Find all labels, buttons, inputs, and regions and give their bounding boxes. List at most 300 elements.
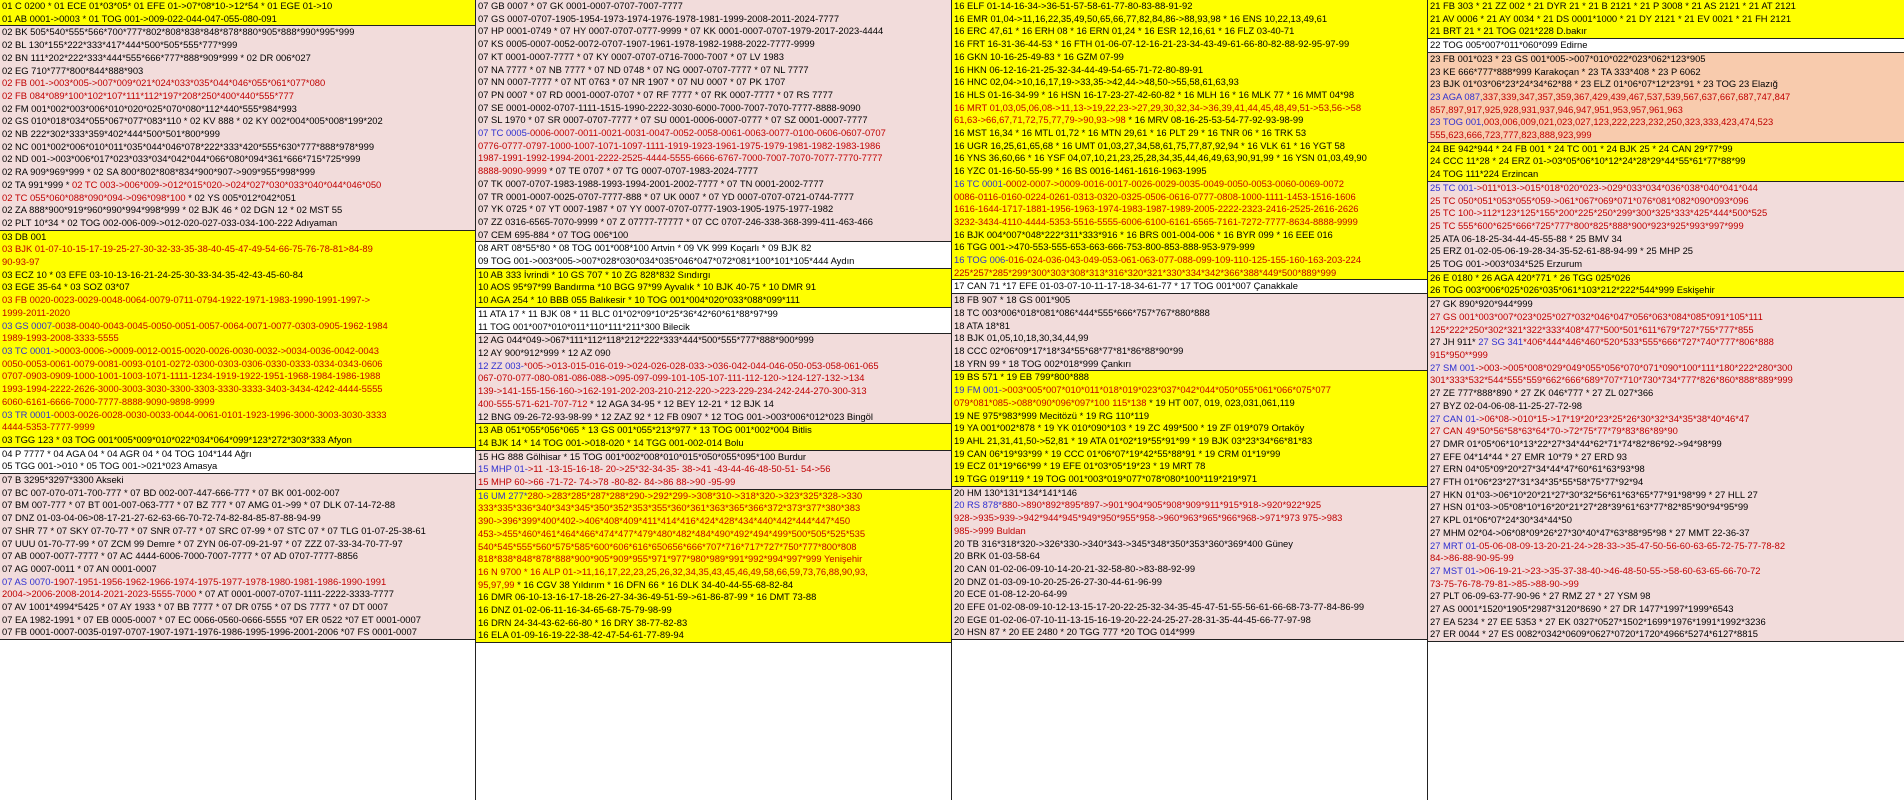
plate-text: 985->999 Buldan (954, 524, 1026, 536)
plate-line (2, 281, 473, 294)
plate-line (1430, 336, 1902, 349)
plate-text: 20 BRK 01-03-58-64 (954, 550, 1040, 562)
plate-line (2, 320, 473, 333)
plate-text: 11 TOG 001*007*010*011*110*111*211*300 Bilecik (478, 320, 690, 332)
plate-text: 23 KE 666*777*888*999 Karakoçan * 23 TA 333*408 * 23 P 6062 (1430, 65, 1701, 77)
column-2 (476, 0, 952, 800)
plate-text: 16 FRT 16-31-36-44-53 * 16 FTH 01-06-07-12-16-21-23-34-43-49-61-66-80-82-88-92-95-97-99 (954, 38, 1350, 50)
plate-line (478, 13, 949, 26)
plate-line (1430, 501, 1902, 514)
plate-line (2, 550, 473, 563)
plate-text: >11 -13-15-16-18- 20->25*32-34-35- 38->41 -43-44-46-48-50-51- 54->56 (527, 463, 831, 475)
plate-line (2, 39, 473, 52)
plate-text: 0003-0026-0028-0030-0033-0044-0061-0101-1923-1996-3000-3003-3030-3333 (53, 408, 387, 420)
plate-line (2, 460, 473, 473)
plate-text: >06*08->010*15->17*19*20*23*25*26*30*32*34*35*38*40*46*47 (1478, 412, 1750, 424)
plate-line (954, 191, 1425, 204)
plate-line (1430, 116, 1902, 129)
plate-line (1430, 616, 1902, 629)
plate-block (1428, 0, 1904, 39)
plate-line (2, 294, 473, 307)
plate-line (2, 77, 473, 90)
plate-line (2, 358, 473, 371)
plate-line (1430, 400, 1902, 413)
plate-text: 20 RS 878* (954, 499, 1002, 511)
plate-text: 02 FB 084*089*100*102*107*111*112*197*208*250*400*440*555*777 (2, 89, 294, 101)
plate-line (478, 502, 949, 515)
plate-text: 25 TC 001- (1430, 181, 1477, 193)
plate-line (478, 308, 949, 321)
plate-line (1430, 527, 1902, 540)
plate-line (954, 241, 1425, 254)
plate-line (2, 65, 473, 78)
plate-text: 21 FB 303 * 21 ZZ 002 * 21 DYR 21 * 21 B 2121 * 21 P 3008 * 21 AS 2121 * 21 AT 2121 (1430, 0, 1796, 11)
plate-line (954, 601, 1425, 614)
plate-text: 23 TOG 001, (1430, 116, 1484, 128)
plate-text: 07 BM 007-777 * 07 BT 001-007-063-777 * 07 BZ 777 * 07 AMG 01->99 * 07 DLK 07-14-72-88 (2, 499, 396, 511)
plate-text: 555,623,666,723,777,823,888,923,999 (1430, 129, 1592, 141)
plate-line (478, 411, 949, 424)
plate-line (1430, 374, 1902, 387)
plate-text: ->003->005*008*029*049*055*056*070*071*090*100*111*180*222*280*300 (1475, 361, 1793, 373)
plate-text: 07 TC 0005- (478, 127, 530, 139)
plate-text: 0776-0777-0797-1000-1007-1071-1097-1111-1919-1923-1961-1975-1979-1981-1982-1983-1986 (478, 139, 881, 151)
plate-text: 27 HSN 01*03->05*08*10*16*20*21*27*28*39*61*63*77*82*85*90*94*95*99 (1430, 501, 1749, 513)
plate-line (1430, 91, 1902, 104)
plate-text: 16 ELF 01-14-16-34->36-51-57-58-61-77-80-83-88-91-92 (954, 0, 1193, 11)
plate-line (954, 38, 1425, 51)
plate-text: 03 TR 0001- (2, 408, 54, 420)
plate-line (478, 281, 949, 294)
plate-text: 27 MRT 01- (1430, 539, 1480, 551)
plate-text: 02 ND 001->003*006*017*023*033*034*042*044*066*080*094*361*666*715*725*999 (2, 153, 361, 165)
plate-line (2, 396, 473, 409)
plate-text: 02 NC 001*002*006*010*011*035*044*046*078*222*333*420*555*630*777*888*978*999 (2, 140, 375, 152)
plate-text: 07 EA 1982-1991 * 07 EB 0005-0007 * 07 EC 0066-0560-0666-5555 *07 ER 0522 *07 ET 0001-0007 (2, 613, 421, 625)
plate-line (2, 474, 473, 487)
plate-line (1430, 565, 1902, 578)
plate-line (478, 463, 949, 476)
plate-block (476, 334, 951, 424)
plate-text: 390->396*399*400*402->406*408*409*411*414*416*424*428*434*440*442*444*447*450 (478, 515, 851, 527)
plate-line (478, 629, 949, 642)
plate-line (1430, 540, 1902, 553)
plate-line (1430, 78, 1902, 91)
plate-text: 16 DMR 06-10-13-16-17-18-26-27-34-36-49-51-59->61-86-87-99 * 16 DMT 73-88 (478, 591, 817, 603)
plate-line (478, 294, 949, 307)
plate-line (1430, 245, 1902, 258)
plate-text: 2004->2006-2008-2014-2021-2023-5555-7000 (2, 588, 197, 600)
plate-text: >003*005*007*010*011*018*019*023*037*042*044*050*055*061*066*075*077 (1001, 384, 1331, 396)
plate-text: 857,897,917,925,928,931,937,946,947,951,953,957,961,963 (1430, 103, 1683, 115)
plate-text: 16 YNS 36,60,66 * 16 YSF 04,07,10,21,23,25,28,34,35,44,46,49,63,90,91,99 * 16 YSN 01,03,49,90 (954, 152, 1367, 164)
plate-text: 07 DNZ 01-03-04-06>08-17-21-27-62-63-66-70-72-74-82-84-85-87-88-94-99 (2, 512, 321, 524)
plate-line (954, 280, 1425, 293)
plate-block (476, 308, 951, 334)
plate-line (1430, 25, 1902, 38)
plate-block (476, 0, 951, 242)
plate-text: 02 TA 991*999 * (2, 178, 73, 190)
plate-text: 02 FM 001*002*003*006*010*020*025*070*080*112*440*555*984*993 (2, 102, 297, 114)
plate-text: 16 ELA 01-09-16-19-22-38-42-47-54-61-77-89-94 (478, 629, 684, 641)
plate-line (1430, 143, 1902, 156)
plate-line (2, 383, 473, 396)
plate-line (2, 128, 473, 141)
plate-line (1430, 284, 1902, 297)
plate-text: 12 AG 044*049->067*111*112*118*212*222*333*444*500*555*777*888*900*999 (478, 334, 814, 346)
plate-text: 07 NN 0007-7777 * 07 NT 0763 * 07 NR 1907 * 07 NU 0007 * 07 PK 1707 (478, 76, 786, 88)
plate-line (954, 64, 1425, 77)
plate-line (2, 141, 473, 154)
plate-text: 19 AHL 21,31,41,50->52,81 * 19 ATA 01*02*19*55*91*99 * 19 BJK 03*23*34*66*81*83 (954, 434, 1313, 446)
plate-line (2, 192, 473, 205)
plate-line (2, 370, 473, 383)
plate-text: 27 ERN 04*05*09*20*27*34*44*47*60*61*63*93*98 (1430, 463, 1645, 475)
plate-block (1428, 39, 1904, 53)
plate-line (478, 451, 949, 464)
plate-line (954, 525, 1425, 538)
plate-text: 16 ERC 47,61 * 16 ERH 08 * 16 ERN 01,24 * 16 ESR 12,16,61 * 16 FLZ 03-40-71 (954, 25, 1295, 37)
plate-text: 6060-6161-6666-7000-7777-8888-9090-9898-9999 (2, 395, 215, 407)
plate-line (1430, 476, 1902, 489)
plate-block (1428, 53, 1904, 143)
plate-block (0, 0, 475, 26)
plate-text: 27 GS 001*003*007*023*025*027*032*046*047*056*063*084*085*091*105*111 (1430, 310, 1763, 322)
plate-text: 84->86-88-90-95-99 (1430, 552, 1514, 564)
plate-line (954, 614, 1425, 627)
plate-line (2, 307, 473, 320)
plate-text: 02 PLT 10*34 * 02 TOG 002-006-009->012-020-027-033-034-100-222 Adıyaman (2, 216, 338, 228)
plate-text: 26 E 0180 * 26 AGA 420*771 * 26 TGG 025*026 (1430, 271, 1631, 283)
plate-line (2, 563, 473, 576)
plate-text: 05-06-08-09-13-20-21-24->28-33->35-47-50-56-60-63-65-72-75-77-78-82 (1479, 539, 1786, 551)
plate-text: 24 BE 942*944 * 24 FB 001 * 24 TC 001 * 24 BJK 25 * 24 CAN 29*77*99 (1430, 142, 1733, 154)
plate-line (478, 579, 949, 592)
plate-text: 02 BN 111*202*222*333*444*555*666*777*888*909*999 * 02 DR 006*027 (2, 51, 311, 63)
plate-line (2, 512, 473, 525)
plate-line (2, 115, 473, 128)
plate-line (478, 76, 949, 89)
plate-text: 20 HSN 87 * 20 EE 2480 * 20 TGG 777 *20 TOG 014*999 (954, 626, 1195, 638)
plate-line (1430, 514, 1902, 527)
plate-block (952, 371, 1427, 486)
plate-line (2, 576, 473, 589)
plate-block (476, 242, 951, 268)
plate-line (2, 421, 473, 434)
plate-text: 16 BJK 004*007*048*222*311*333*916 * 16 BRS 001-004-006 * 16 BYR 099 * 16 EEE 016 (954, 228, 1333, 240)
plate-line (2, 204, 473, 217)
plate-text: 73-75-76-78-79-81->85->88-90->99 (1430, 577, 1579, 589)
plate-text: 03 BJK 01-07-10-15-17-19-25-27-30-32-33-35-38-40-45-47-49-54-66-75-76-78-81>84-89 (2, 243, 373, 255)
plate-line (1430, 438, 1902, 451)
plate-text: 27 EA 5234 * 27 EE 5353 * 27 EK 0327*0527*1502*1699*1976*1991*1992*3236 (1430, 615, 1766, 627)
plate-text: 0707-0903-0909-1000-1001-1003-1071-1111-1234-1919-1922-1951-1968-1984-1986-1988 (2, 370, 381, 382)
plate-text: 25 ATA 06-18-25-34-44-45-55-88 * 25 BMV 34 (1430, 232, 1622, 244)
plate-text: 400-555-571-621-707-712 (478, 397, 588, 409)
plate-text: 27 AS 0001*1520*1905*2987*3120*8690 * 27 DR 1477*1997*1999*6543 (1430, 603, 1734, 615)
plate-block (0, 474, 475, 640)
plate-text: 15 HG 888 Gölhisar * 15 TOG 001*002*008*010*015*050*055*095*100 Burdur (478, 450, 807, 462)
plate-line (954, 345, 1425, 358)
plate-line (478, 398, 949, 411)
plate-text: 540*545*555*560*575*585*600*606*616*650656*666*707*716*717*727*750*777*800*808 (478, 540, 857, 552)
plate-text: 27 SG 341 (1478, 336, 1524, 348)
plate-text: 13 AB 051*055*056*065 * 13 GS 001*055*213*977 * 13 TOG 001*002*004 Bitlis (478, 424, 812, 436)
plate-line (478, 424, 949, 437)
plate-text: 27 MHM 02*04->06*08*09*26*27*30*40*47*63*88*95*98 * 27 MMT 22-36-37 (1430, 526, 1750, 538)
plate-text: 8888-9090-9999 (478, 165, 547, 177)
plate-block (476, 451, 951, 490)
plate-text: 07 KT 0001-0007-7777 * 07 KY 0007-0707-0716-7000-7007 * 07 LV 1983 (478, 50, 784, 62)
plate-text: 18 FB 907 * 18 GS 001*905 (954, 294, 1071, 306)
plate-line (1430, 628, 1902, 641)
plate-text: 07 HP 0001-0749 * 07 HY 0007-0707-0777-9999 * 07 KK 0001-0007-0707-1979-2017-2023-4444 (478, 25, 884, 37)
plate-line (954, 76, 1425, 89)
plate-text: 19 BS 571 * 19 EB 799*800*888 (954, 371, 1090, 383)
plate-line (2, 499, 473, 512)
plate-text: 0050-0053-0061-0079-0081-0093-0101-0272-0300-0303-0306-0330-0333-0334-0343-0606 (2, 357, 383, 369)
plate-line (1430, 220, 1902, 233)
plate-text: 04 P 7777 * 04 AGA 04 * 04 AGR 04 * 04 TOG 104*144 Ağrı (2, 447, 252, 459)
plate-text: 02 GS 010*018*034*055*067*077*083*110 * 02 KV 888 * 02 KY 002*004*005*008*199*202 (2, 115, 383, 127)
plate-text: 16 EMR 01,04->11,16,22,35,49,50,65,66,77,82,84,86->88,93,98 * 16 ENS 10,22,13,49,61 (954, 12, 1328, 24)
plate-text: 16 MRT 01,03,05,06,08->11,13->19,22,23->27,29,30,32,34->36,39,41,44,45,48,49,51->53,56->58 (954, 101, 1362, 113)
plate-text: 0006-0007-0011-0021-0031-0047-0052-0058-0061-0063-0077-0100-0606-0607-0707 (529, 127, 886, 139)
plate-text: 10 AB 333 İvrindi * 10 GS 707 * 10 ZG 828*832 Sındırgı (478, 268, 711, 280)
plate-text: 21 AV 0006 * 21 AY 0034 * 21 DS 0001*1000 * 21 DY 2121 * 21 EV 0021 * 21 FH 2121 (1430, 12, 1792, 24)
plate-line (478, 347, 949, 360)
plate-text: 03 EGE 35-64 * 03 SOZ 03*07 (2, 281, 130, 293)
plate-line (954, 397, 1425, 410)
plate-text: 0038-0040-0043-0045-0050-0051-0057-0064-0071-0077-0303-0905-1962-1984 (55, 319, 388, 331)
plate-text: 12 AY 900*912*999 * 12 AZ 090 (478, 346, 611, 358)
plate-line (478, 0, 949, 13)
plate-text: 1907-1951-1956-1962-1966-1974-1975-1977-1978-1980-1981-1986-1990-1991 (53, 575, 387, 587)
plate-line (1430, 182, 1902, 195)
plate-line (2, 153, 473, 166)
plate-line (1430, 53, 1902, 66)
plate-text: 333*335*336*340*343*345*350*352*353*355*360*361*363*365*366*372*373*377*380*383 (478, 502, 861, 514)
plate-line (954, 410, 1425, 423)
plate-line (954, 216, 1425, 229)
plate-block (476, 269, 951, 308)
plate-line (954, 487, 1425, 500)
plate-line (2, 434, 473, 447)
plate-text: 20 EFE 01-02-08-09-10-12-13-15-17-20-22-25-32-34-35-45-47-51-55-56-61-66-68-73-77-84-86-99 (954, 601, 1365, 613)
plate-text: 03 FB 0020-0023-0029-0048-0064-0079-0711-0794-1922-1971-1983-1990-1991-1997-> (2, 294, 371, 306)
column-4 (1428, 0, 1904, 800)
plate-line (1430, 39, 1902, 52)
plate-text: *406*444*446*460*520*533*555*666*727*740*777*806*888 (1523, 336, 1774, 348)
plate-text: 27 DMR 01*05*06*10*13*22*27*34*44*62*71*74*82*86*92->94*98*99 (1430, 437, 1722, 449)
plate-line (954, 435, 1425, 448)
plate-text: 16 HKN 06-12-16-21-25-32-34-44-49-54-65-71-72-80-89-91 (954, 63, 1204, 75)
plate-text: >011*013->015*018*020*023->029*033*034*036*038*040*041*044 (1476, 181, 1758, 193)
plate-text: 3232-3434-4110-4444-5353-5516-5555-6006-6100-6161-6565-7161-7272-7777-8634-8888-9999 (954, 215, 1358, 227)
plate-line (954, 588, 1425, 601)
plate-text: 01 AB 0001->0003 * 01 TOG 001->009-022-044-047-055-080-091 (2, 12, 277, 24)
plate-text: 21 BRT 21 * 21 TOG 021*228 D.bakır (1430, 25, 1587, 37)
plate-text: 07 NA 7777 * 07 NB 7777 * 07 ND 0748 * 07 NG 0007-0707-7777 * 07 NL 7777 (478, 63, 809, 75)
plate-text: *005->013-015-016-019->024-026-028-033->036-042-044-046-050-053-058-061-065 (523, 359, 879, 371)
plate-text: 19 TGG 019*119 * 19 TOG 001*003*019*077*078*080*100*119*219*971 (954, 473, 1258, 485)
plate-line (954, 358, 1425, 371)
plate-line (954, 538, 1425, 551)
plate-line (1430, 590, 1902, 603)
plate-line (2, 409, 473, 422)
plate-text: 07 UUU 01-70-77-99 * 07 ZCM 99 Demre * 07 ZYN 06-07-09-21-97 * 07 ZZZ 07-33-34-70-77-97 (2, 537, 403, 549)
plate-line (478, 216, 949, 229)
plate-text: 16 N 9700 * 16 ALP 01->11,16,17,22,23,25,26,32,34,35,43,45,46,49,58,66,59,73,76,88,90,93, (478, 565, 868, 577)
plate-text: 17 CAN 71 *17 EFE 01-03-07-10-11-17-18-34-61-77 * 17 TOG 001*007 Çanakkale (954, 280, 1298, 292)
plate-line (478, 64, 949, 77)
plate-text: 26 TOG 003*006*025*026*035*061*103*212*222*544*999 Eskişehir (1430, 284, 1715, 296)
plate-text: 07 BC 007-070-071-700-777 * 07 BD 002-007-447-666-777 * 07 BK 001-002-007 (2, 486, 340, 498)
plate-text: 20 DNZ 01-03-09-10-20-25-26-27-30-44-61-96-99 (954, 575, 1162, 587)
plate-line (478, 437, 949, 450)
plate-text: 19 YA 001*002*878 * 19 YK 010*090*103 * 19 ZC 499*500 * 19 ZF 019*079 Ortaköy (954, 422, 1305, 434)
plate-text: 20 HM 130*131*134*141*146 (954, 486, 1078, 498)
plate-line (1430, 272, 1902, 285)
plate-text: 16 GKN 10-16-25-49-83 * 16 GZM 07-99 (954, 50, 1124, 62)
plate-line (1430, 0, 1902, 13)
plate-text: 20 TB 316*318*320->326*330->340*343->345*348*350*353*360*369*400 Güney (954, 537, 1293, 549)
plate-text: 95,97,99 (478, 578, 515, 590)
plate-line (954, 576, 1425, 589)
plate-block (952, 0, 1427, 280)
plate-line (2, 217, 473, 230)
plate-line (1430, 298, 1902, 311)
plate-text: 12 ZZ 003- (478, 359, 524, 371)
plate-block (0, 448, 475, 474)
plate-text: 02 EG 710*777*800*844*888*903 (2, 64, 144, 76)
plate-text: 05 TGG 001->010 * 05 TOG 001->021*023 Amasya (2, 460, 218, 472)
plate-text: 10 AOS 95*97*99 Bandırma *10 BGG 97*99 Ayvalık * 10 BJK 40-75 * 10 DMR 91 (478, 281, 817, 293)
plate-text: 15 MHP 01- (478, 463, 528, 475)
plate-line (2, 179, 473, 192)
plate-line (478, 191, 949, 204)
plate-text: 27 HKN 01*03->06*10*20*21*27*30*32*56*61*63*65*77*91*98*99 * 27 HLL 27 (1430, 488, 1758, 500)
plate-text: 02 FB 001->003*005->007*009*021*024*033*035*044*046*055*061*077*080 (2, 77, 326, 89)
plate-text: 27 KPL 01*06*07*24*30*34*44*50 (1430, 514, 1572, 526)
plate-text: 18 ATA 18*81 (954, 319, 1010, 331)
plate-text: 27 GK 890*920*944*999 (1430, 298, 1533, 310)
plate-text: 07 GS 0007-0707-1905-1954-1973-1974-1976-1978-1981-1999-2008-2011-2024-7777 (478, 12, 840, 24)
plate-line (1430, 362, 1902, 375)
plate-line (478, 140, 949, 153)
plate-text: 25 TOG 001->003*034*525 Erzurum (1430, 258, 1583, 270)
plate-text: 003,006,009,021,023,027,123,222,223,232,250,323,333,423,474,523 (1483, 116, 1774, 128)
plate-text: 16 HLS 01-16-34-99 * 16 HSN 16-17-23-27-42-60-82 * 16 MLH 16 * 16 MLK 77 * 16 MMT 04*98 (954, 88, 1355, 100)
plate-text: 280->283*285*287*288*290->292*299->308*310->318*320->323*325*328->330 (527, 489, 863, 501)
plate-text: * 07 TE 0707 * 07 TG 0007-0707-1983-2024-7777 (546, 165, 759, 177)
plate-text: 07 ZZ 0316-6565-7070-9999 * 07 Z 07777-77777 * 07 CC 0707-246-338-368-399-411-463-466 (478, 215, 873, 227)
plate-line (954, 422, 1425, 435)
plate-line (2, 487, 473, 500)
plate-line (478, 515, 949, 528)
plate-text: 27 ER 0044 * 27 ES 0082*0342*0609*0627*0720*1720*4966*5274*6127*8815 (1430, 628, 1758, 640)
plate-text: 337,339,347,357,359,367,429,439,467,537,539,567,637,667,687,747,847 (1482, 90, 1791, 102)
plate-line (2, 448, 473, 461)
plate-line (954, 102, 1425, 115)
plate-line (1430, 168, 1902, 181)
plate-line (954, 563, 1425, 576)
plate-text: 25 ERZ 01-02-05-06-19-28-34-35-52-61-88-94-99 * 25 MHP 25 (1430, 245, 1693, 257)
plate-block (0, 26, 475, 230)
plate-line (1430, 13, 1902, 26)
plate-text: 079*081*085->088*090*096*097*100 115*138 (954, 396, 1147, 408)
plate-text: 02 BL 130*155*222*333*417*444*500*505*555*777*999 (2, 39, 238, 51)
plate-text: 25 TC 555*600*625*666*725*777*800*825*888*900*923*925*993*997*999 (1430, 219, 1744, 231)
plate-line (954, 448, 1425, 461)
plate-line (954, 307, 1425, 320)
plate-line (2, 0, 473, 13)
plate-text: 16 TOG 006- (954, 254, 1009, 266)
plate-line (2, 26, 473, 39)
plate-line (478, 229, 949, 242)
plate-line (954, 294, 1425, 307)
plate-block (952, 294, 1427, 371)
plate-text: 07 SE 0001-0002-0707-1111-1515-1990-2222-3030-6000-7000-7007-7070-7777-8888-9090 (478, 101, 861, 113)
plate-line (1430, 552, 1902, 565)
plate-block (952, 280, 1427, 294)
plate-text: * 07 AT 0001-0007-0707-1111-2222-3333-7777 (196, 588, 394, 600)
plate-text: 02 NB 222*302*333*359*402*444*500*501*800*999 (2, 128, 220, 140)
plate-text: 20 EGE 01-02-06-07-10-11-13-15-16-19-20-22-24-25-27-28-31-35-44-45-66-77-97-98 (954, 613, 1311, 625)
plate-line (2, 243, 473, 256)
plate-text: 928->935>939->942*944*945*949*950*955*958->960*963*965*966*968->971*973 975->983 (954, 512, 1343, 524)
plate-line (2, 103, 473, 116)
plate-line (478, 38, 949, 51)
plate-line (1430, 207, 1902, 220)
plate-line (478, 385, 949, 398)
plate-block (952, 487, 1427, 640)
plate-block (476, 424, 951, 450)
plate-line (478, 617, 949, 630)
plate-line (478, 114, 949, 127)
plate-text: 07 AB 0007-0077-7777 * 07 AC 4444-6006-7000-7007-7777 * 07 AD 0707-7777-8856 (2, 550, 359, 562)
plate-text: 18 TC 003*006*018*081*086*444*555*666*757*767*880*888 (954, 306, 1210, 318)
plate-line (1430, 489, 1902, 502)
plate-text: 07 AS 0070- (2, 575, 54, 587)
plate-line (478, 321, 949, 334)
plate-line (478, 269, 949, 282)
plate-block (1428, 298, 1904, 642)
plate-line (478, 102, 949, 115)
plate-text: 18 CCC 02*06*09*17*18*34*55*68*77*81*86*88*90*99 (954, 344, 1184, 356)
plate-line (2, 256, 473, 269)
plate-text: 07 AV 1001*4994*5425 * 07 AY 1933 * 07 BB 7777 * 07 DR 0755 * 07 DS 7777 * 07 DT 0007 (2, 601, 389, 613)
plate-text: 067-070-077-080-081-086-088->095-097-099-101-105-107-111-112-120->124-127-132->134 (478, 372, 865, 384)
plate-line (2, 166, 473, 179)
plate-line (1430, 451, 1902, 464)
plate-line (2, 332, 473, 345)
plate-line (478, 490, 949, 503)
plate-line (2, 269, 473, 282)
plate-text: 23 BJK 01*03*06*23*24*34*62*88 * 23 ELZ 01*06*07*12*23*91 * 23 TOG 23 Elazığ (1430, 78, 1778, 90)
plate-text: 27 ZE 777*888*890 * 27 ZK 046*777 * 27 ZL 027*366 (1430, 387, 1654, 399)
plate-text: 07 TR 0001-0007-0025-0707-7777-888 * 07 UK 0007 * 07 YD 0007-0707-0721-0744-7777 (478, 190, 854, 202)
plate-text: 16 TGG 001->470-553-555-653-663-666-753-800-853-888-953-979-999 (954, 241, 1255, 253)
plate-text: 90-93-97 (2, 256, 40, 268)
plate-text: 03 ECZ 10 * 03 EFE 03-10-13-16-21-24-25-30-33-34-35-42-43-45-60-84 (2, 268, 304, 280)
plate-block (1428, 272, 1904, 298)
plate-text: 16 MST 16,34 * 16 MTL 01,72 * 16 MTN 29,61 * 16 PLT 29 * 16 TNR 06 * 16 TRK 53 (954, 127, 1307, 139)
plate-line (954, 332, 1425, 345)
plate-text: 07 YK 0725 * 07 YT 0007-1987 * 07 YY 0007-0707-0777-1903-1905-1975-1977-1982 (478, 203, 834, 215)
plate-text: 25 TC 100->112*123*125*155*200*225*250*299*300*325*333*425*444*500*525 (1430, 207, 1768, 219)
column-3 (952, 0, 1428, 800)
